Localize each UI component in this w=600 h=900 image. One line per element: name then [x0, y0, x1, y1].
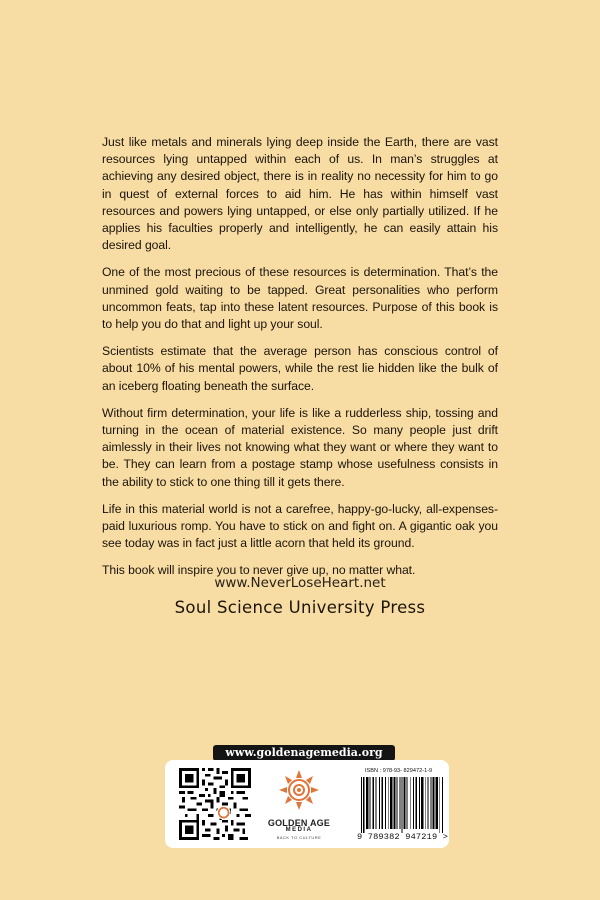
blurb-paragraph: Scientists estimate that the average person has conscious control of about 10% of his mental powers, while the rest lie hidden like the bulk of an iceberg floating beneath the surface. — [102, 344, 498, 393]
blurb-paragraph: Without firm determination, your life is like a rudderless ship, tossing and turning in the ocean of material existence. So many people just drift aimlessly in their lives not knowing what they want or where they want to be. They can learn from a postage stamp whose usefulness consists in the ability to stick to one thing till it gets there. — [102, 405, 498, 489]
logo-tagline: BACK TO CULTURE — [276, 835, 322, 840]
golden-age-media-logo-icon — [273, 766, 325, 846]
qr-code-icon — [179, 768, 251, 840]
back-cover-blurb — [102, 134, 498, 590]
barcode-icon — [359, 777, 443, 833]
publisher-name: Soul Science University Press — [174, 598, 426, 617]
logo-name-line: GOLDEN AGE — [267, 818, 331, 828]
blurb-paragraph: Life in this material world is not a carefree, happy-go-lucky, all-expenses-paid luxurious romp. You have to stick on and fight on. A gigantic oak you see today was in fact just a little acorn that held its ground. — [102, 501, 498, 551]
logo-subline: MEDIA — [285, 827, 313, 833]
blurb-paragraph: This book will inspire you to never give up, no matter what. — [102, 563, 416, 578]
blurb-paragraph: Just like metals and minerals lying deep inside the Earth, there are vast resources lying untapped within each of us. In man’s struggles at achieving any desired object, there is in reality no necessity for him to go in quest of external forces to aid him. He has within himself vast resources and powers lying untapped, or else only partially utilized. If he applies his faculties properly and intelligently, he can easily attain his desired goal. — [102, 135, 498, 253]
isbn-label: ISBN : 978-93- 829472-1-9 — [365, 768, 433, 774]
publisher-website-bar: www.goldenagemedia.org — [213, 745, 395, 761]
blurb-paragraph: One of the most precious of these resources is determination. That’s the unmined gold waiting to be tapped. Great personalities who perform uncommon feats, tap into these latent resources. Purpose of this book is to help you do that and light up your soul. — [102, 265, 498, 332]
barcode-number: 9 789382 947219 > — [357, 832, 449, 842]
barcode-panel — [165, 760, 449, 848]
website-url: www.NeverLoseHeart.net — [214, 575, 386, 591]
